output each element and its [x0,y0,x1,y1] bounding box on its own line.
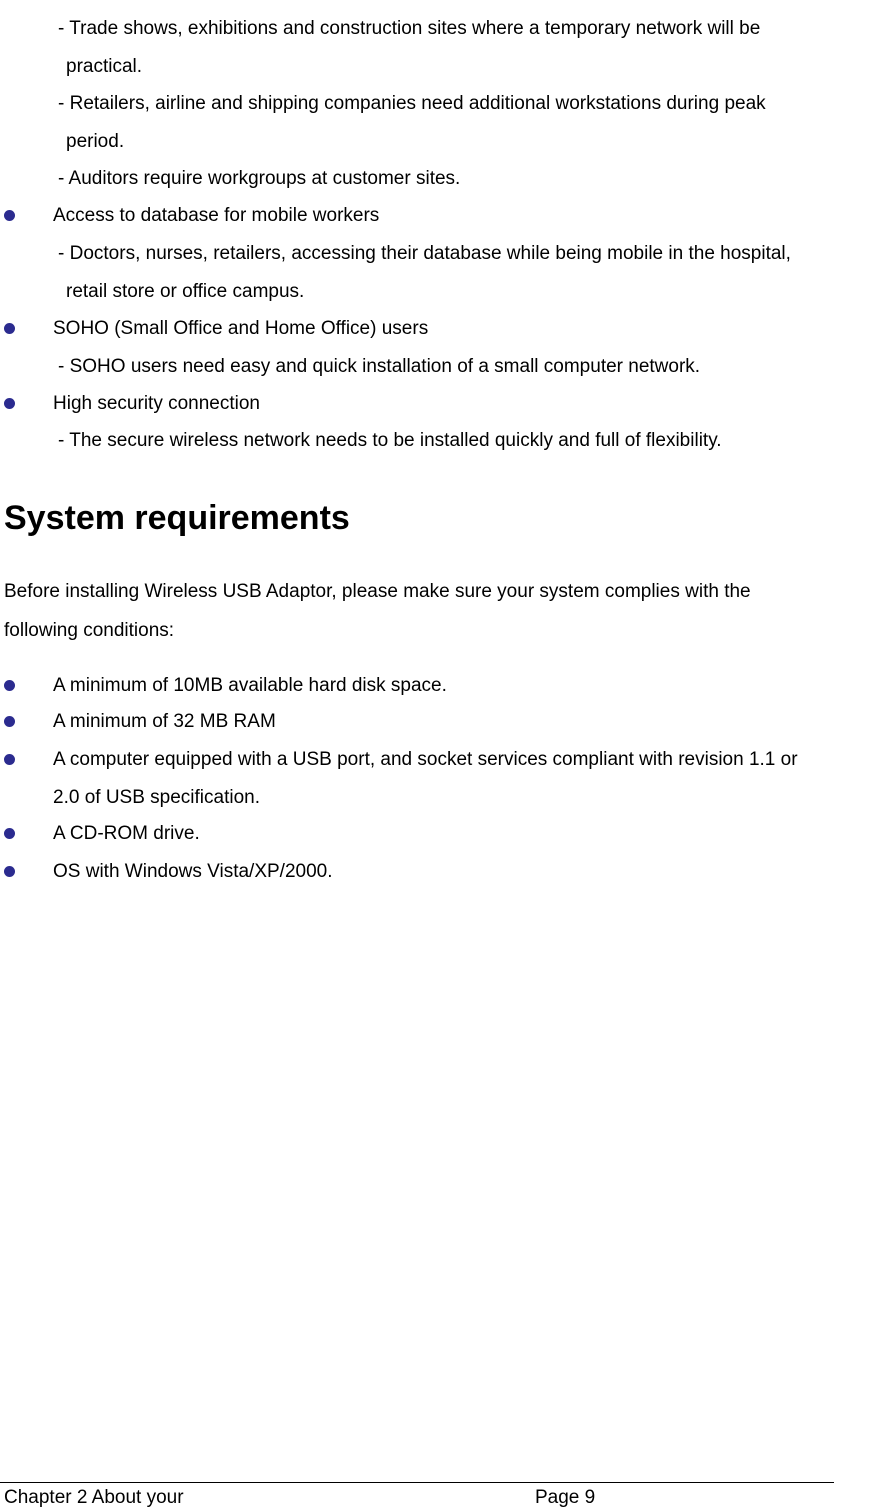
usage-item-security: High security connection [53,393,260,414]
requirement-disk-space: A minimum of 10MB available hard disk space. [53,675,447,696]
bullet-dot-icon [4,866,15,877]
usage-detail-doctors: - Doctors, nurses, retailers, accessing their database while being mobile in the hospital, [58,243,791,264]
usage-subline-auditors: - Auditors require workgroups at customer sites. [58,168,461,189]
footer-divider [0,1482,834,1483]
usage-item-mobile-database: Access to database for mobile workers [53,205,380,226]
requirement-os: OS with Windows Vista/XP/2000. [53,861,333,882]
requirements-intro-line-1: Before installing Wireless USB Adaptor, please make sure your system complies with the [4,581,751,602]
footer-chapter: Chapter 2 About your [4,1487,184,1508]
usage-item-soho: SOHO (Small Office and Home Office) users [53,318,429,339]
bullet-dot-icon [4,398,15,409]
usage-subline-trade-shows: - Trade shows, exhibitions and construction sites where a temporary network will be [58,18,761,39]
usage-subline-period: period. [66,131,125,152]
usage-subline-retailers: - Retailers, airline and shipping companies need additional workstations during peak [58,93,766,114]
bullet-dot-icon [4,680,15,691]
requirement-usb-port: A computer equipped with a USB port, and socket services compliant with revision 1.1 or [53,749,798,770]
requirement-usb-spec: 2.0 of USB specification. [53,787,260,808]
requirement-cdrom: A CD-ROM drive. [53,823,200,844]
usage-detail-retail-store: retail store or office campus. [66,281,305,302]
requirements-intro-line-2: following conditions: [4,620,175,641]
section-heading-system-requirements: System requirements [4,499,350,537]
bullet-dot-icon [4,754,15,765]
requirement-ram: A minimum of 32 MB RAM [53,711,276,732]
usage-detail-security: - The secure wireless network needs to be installed quickly and full of flexibility. [58,430,722,451]
usage-detail-soho: - SOHO users need easy and quick installation of a small computer network. [58,356,701,377]
bullet-dot-icon [4,716,15,727]
bullet-dot-icon [4,828,15,839]
bullet-dot-icon [4,210,15,221]
usage-subline-practical: practical. [66,56,143,77]
bullet-dot-icon [4,323,15,334]
footer-page-number: Page 9 [535,1487,596,1508]
